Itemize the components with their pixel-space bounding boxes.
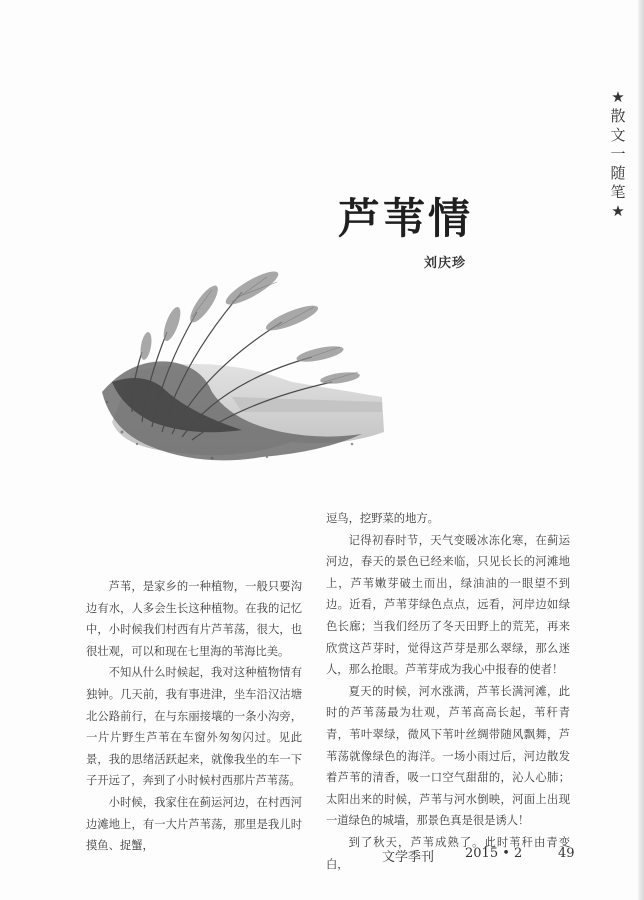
left-text-column: [86, 576, 302, 857]
footer-issue: 2015 • 2: [465, 846, 523, 861]
paragraph: 记得初春时节，天气变暖冰冻化寒，在蓟运河边，春天的景色已经来临，只见长长的河滩地上，芦苇嫩芽破土而出，绿油油的一眼望不到边。近看，芦苇芽绿色点点，远看，河岸边如绿色长廊；当我们经历了冬天田野上的荒芜，再来欣赏这芦芽时，觉得这芦芽是那么翠绿，那么迷人，那么抢眼。芦苇芽成为我心中报春的使者！: [326, 533, 570, 677]
paragraph: 芦苇，是家乡的一种植物，一般只要沟边有水，人多会生长这种植物。在我的记忆中，小时候我们村西有片芦苇荡，很大，也很壮观，可以和现在七里海的苇海比美。: [86, 580, 302, 658]
reed-illustration: [92, 262, 392, 472]
section-label-char: ★: [611, 88, 625, 106]
article-title: 芦苇情: [338, 194, 474, 243]
paragraph-continuation: 逗鸟，挖野菜的地方。: [326, 512, 439, 525]
section-label-char: 一: [610, 145, 626, 163]
page-number: 49: [558, 846, 575, 861]
article-author: 刘庆珍: [424, 256, 467, 271]
right-text-column: [326, 508, 570, 875]
paragraph: 到了秋天，芦苇成熟了。此时苇秆由青变白，: [326, 835, 570, 871]
section-label-char: 文: [610, 126, 626, 144]
section-label-char: 散: [610, 107, 626, 125]
scan-edge: [638, 0, 644, 900]
section-label-char: 笔: [610, 183, 626, 201]
paragraph: 夏天的时候，河水涨满，芦苇长满河滩，此时的芦苇荡最为壮观，芦苇高高长起，苇秆青青，苇叶翠绿，微风下苇叶丝绸带随风飘舞，芦苇荡就像绿色的海洋。一场小雨过后，河边散发着芦苇的清香，吸一口空气甜甜的，沁人心肺；太阳出来的时候，芦苇与河水倒映，河面上出现一道绿色的城墙，那景色真是很是诱人！: [326, 684, 570, 828]
section-label-char: ★: [611, 202, 625, 220]
footer-journal-name: 文学季刊: [382, 850, 435, 865]
paragraph: 小时候，我家住在蓟运河边，在村西河边滩地上，有一大片芦苇荡，那里是我儿时摸鱼、捉蟹，: [86, 795, 302, 853]
paragraph: 不知从什么时候起，我对这种植物情有独钟。几天前，我有事进津，坐车沿汉沽塘北公路前行，在与东丽接壤的一条小沟旁，一片片野生芦苇在车窗外匆匆闪过。见此景，我的思绪活跃起来，就像我坐的车一下子开远了，奔到了小时候村西那片芦苇荡。: [86, 666, 302, 788]
section-label: [603, 88, 633, 221]
section-label-char: 随: [610, 164, 626, 182]
